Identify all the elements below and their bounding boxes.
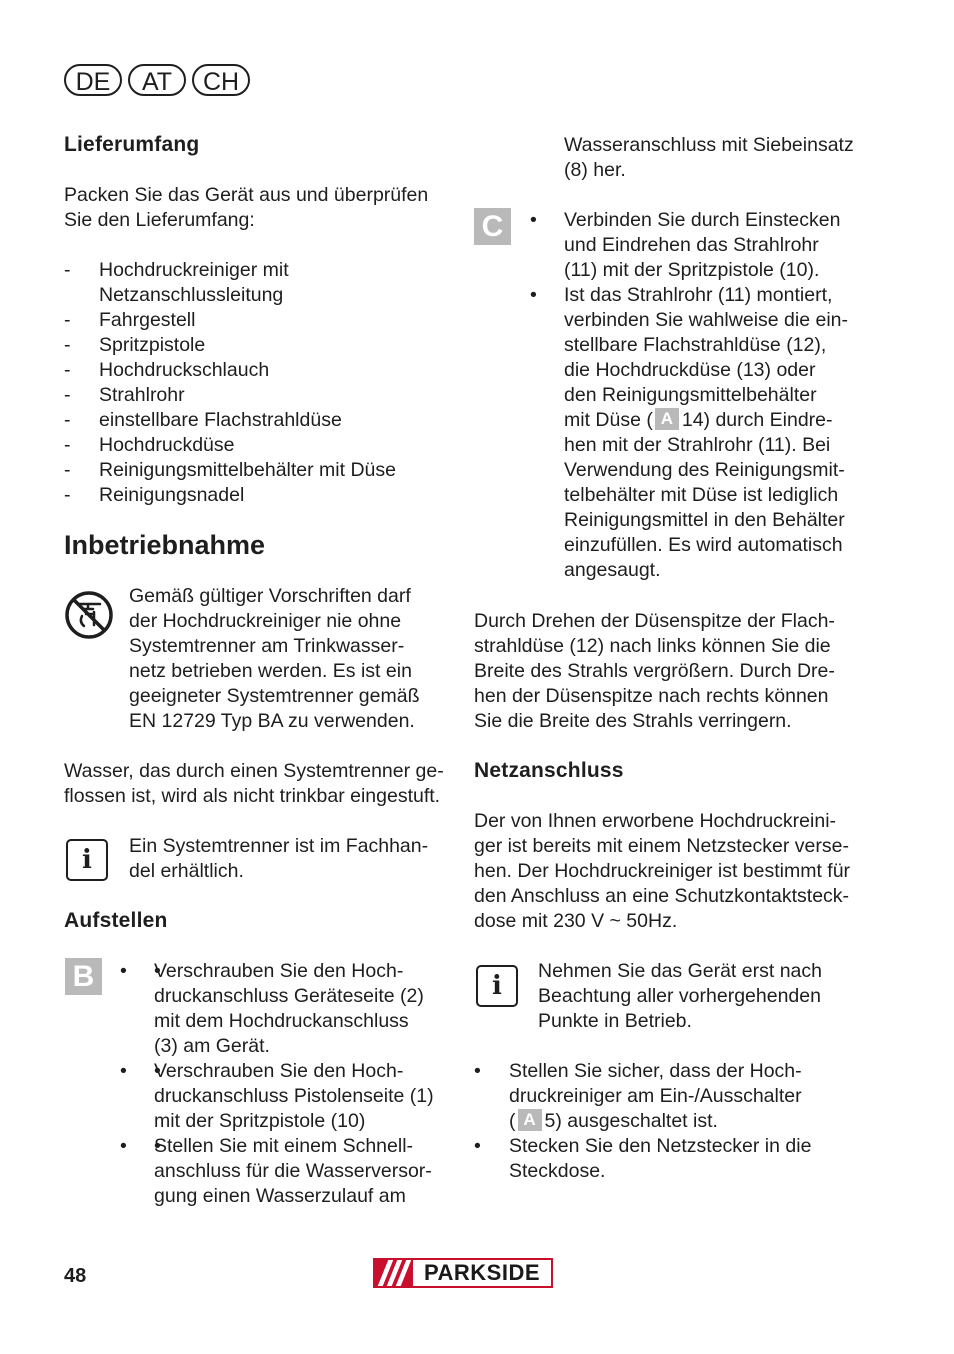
- badge-de: DE: [64, 64, 122, 96]
- netzanschluss-paragraph: Der von Ihnen erworbene Hochdruckreini- ger ist bereits mit einem Netzstecker verse- hen. Der Hochdruckreiniger ist bestimmt für den Anschluss an eine Schutzkontaktsteck- dose mit 230 V ~ 50Hz.: [474, 810, 851, 932]
- lieferumfang-intro: Packen Sie das Gerät aus und überprüfen Sie den Lieferumfang:: [64, 184, 429, 231]
- list-item: - Spritzpistole: [64, 333, 454, 358]
- list-item: • Stellen Sie sicher, dass der Hoch- druckreiniger am Ein-/Ausschalter ( A 5) ausgeschaltet ist.: [474, 1060, 802, 1132]
- figure-ref-a: A: [655, 408, 679, 430]
- heading-lieferumfang: Lieferumfang: [64, 133, 200, 156]
- info-text-systemtrenner: Ein Systemtrenner ist im Fachhan- del erhältlich.: [129, 835, 429, 882]
- list-item: - Strahlrohr: [64, 383, 454, 408]
- power-steps: [474, 1059, 874, 1184]
- list-item: - einstellbare Flachstrahldüse: [64, 408, 454, 433]
- assembly-steps: [530, 208, 870, 583]
- figure-tag-b: B: [65, 958, 102, 995]
- aufstellen-steps: [120, 959, 460, 1209]
- parkside-logo: [373, 1258, 553, 1288]
- page-number: 48: [64, 1265, 87, 1287]
- list-item: - Hochdruckschlauch: [64, 358, 454, 383]
- list-item: • Verbinden Sie durch Einstecken und Eindrehen das Strahlrohr (11) mit der Spritzpistole (10).: [530, 209, 841, 281]
- heading-inbetriebnahme: Inbetriebnahme: [64, 530, 266, 560]
- list-item: - Hochdruckreiniger mit Netzanschlussleitung: [64, 258, 454, 308]
- drinking-water-note: Wasser, das durch einen Systemtrenner ge- flossen ist, wird als nicht trinkbar eingestuft.: [64, 760, 444, 807]
- warning-text: Gemäß gültiger Vorschriften darf der Hochdruckreiniger nie ohne Systemtrenner am Trinkwasser- netz betrieben werden. Es ist ein geeigneter Systemtrenner gemäß EN 12729 Typ BA zu verwenden.: [129, 585, 420, 732]
- heading-aufstellen: Aufstellen: [64, 909, 168, 932]
- figure-ref-a: A: [518, 1109, 542, 1131]
- list-item: - Hochdruckdüse: [64, 433, 454, 458]
- logo-wordmark: PARKSIDE: [413, 1260, 551, 1286]
- list-item: • Stecken Sie den Netzstecker in die Steckdose.: [474, 1135, 812, 1182]
- list-item: - Reinigungsnadel: [64, 483, 454, 508]
- info-icon: i: [476, 965, 518, 1007]
- list-item: • • Stellen Sie mit einem Schnell- anschluss für die Wasserversor- gung einen Wasserzulauf am: [120, 1134, 460, 1209]
- nozzle-paragraph: Durch Drehen der Düsenspitze der Flach- strahldüse (12) nach links können Sie die Breite des Strahls vergrößern. Durch Dre- hen der Düsenspitze nach rechts können Sie die Breite des Strahls verringern.: [474, 610, 835, 732]
- continuation-text: Wasseranschluss mit Siebeinsatz (8) her.: [564, 134, 854, 181]
- delivery-list: [64, 258, 454, 508]
- list-item: • • Verschrauben Sie den Hoch- druckanschluss Pistolenseite (1) mit der Spritzpistole (10): [120, 1059, 460, 1134]
- badge-at: AT: [128, 64, 186, 96]
- info-icon: i: [66, 839, 108, 881]
- figure-tag-c: C: [474, 208, 511, 245]
- logo-stripes-icon: [375, 1260, 411, 1286]
- info-text-betrieb: Nehmen Sie das Gerät erst nach Beachtung aller vorhergehenden Punkte in Betrieb.: [538, 960, 822, 1032]
- no-drinking-water-icon: [64, 590, 114, 640]
- list-item: • • Verschrauben Sie den Hoch- druckanschluss Geräteseite (2) mit dem Hochdruckanschluss (3) am Gerät.: [120, 959, 460, 1059]
- list-item: • Ist das Strahlrohr (11) montiert, verbinden Sie wahlweise die ein- stellbare Flachstrahldüse (12), die Hochdruckdüse (13) oder den Reinigungsmittelbehälter mit Düse ( A 14) durch Eindre- hen mit der Strahlrohr (11). Bei Verwendung des Reinigungsmit- telbehälter mit Düse ist lediglich Reinigungsmittel in den Behälter einzufüllen. Es wird automatisch angesaugt.: [530, 284, 848, 581]
- heading-netzanschluss: Netzanschluss: [474, 759, 624, 782]
- list-item: - Reinigungsmittelbehälter mit Düse: [64, 458, 454, 483]
- country-badges: [64, 64, 250, 96]
- list-item: - Fahrgestell: [64, 308, 454, 333]
- badge-ch: CH: [192, 64, 250, 96]
